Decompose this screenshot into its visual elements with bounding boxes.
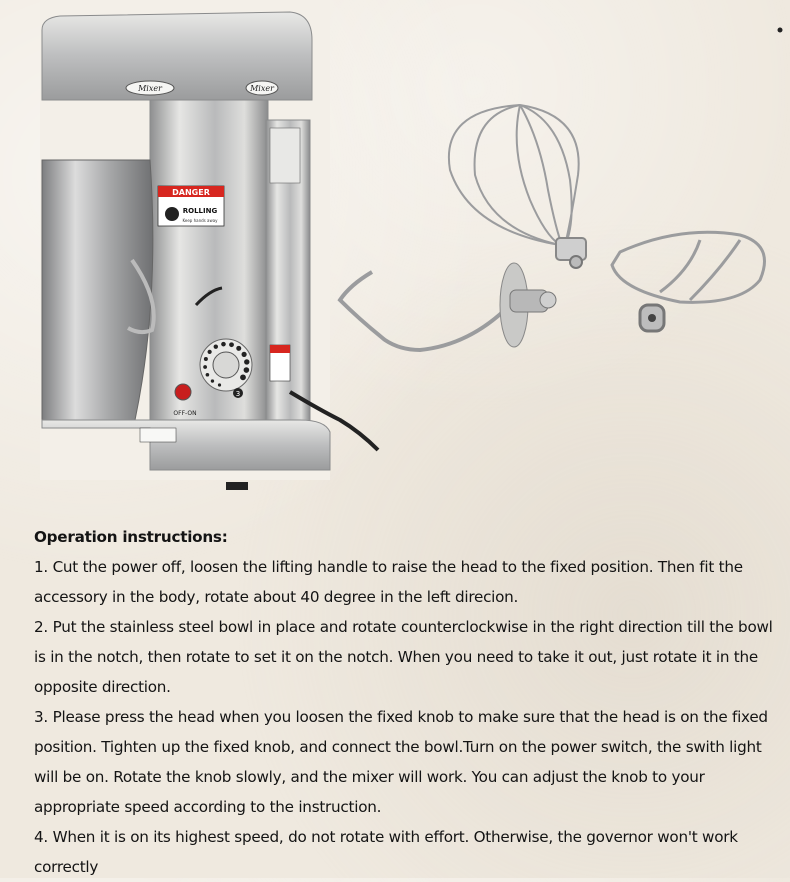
instruction-step: 3. Please press the head when you loosen the fixed knob to make sure that the head is on the fixed position. Tighten up the fixed knob, and connect the bowl.Turn on the power switch, the swith light will be on. Rotate the knob slowly, and the mixer will work. You can adjust the knob to your appropriate speed according to the instruction. [34, 708, 768, 816]
dial-dot [240, 374, 246, 380]
dial-dot [236, 346, 241, 351]
dial-dot [221, 342, 226, 347]
dial-dot [242, 352, 247, 357]
flat-beater-icon [612, 232, 765, 331]
svg-text:ROLLING: ROLLING [182, 207, 218, 215]
svg-text:3: 3 [235, 390, 241, 398]
dial-dot [229, 342, 234, 347]
instruction-step: 1. Cut the power off, loosen the lifting handle to raise the head to the fixed position. Then fit the accessory in the body, rotate about 40 degree in the left direcion. [34, 558, 743, 606]
dial-dot [206, 373, 210, 377]
whisk-icon [449, 105, 586, 268]
svg-text:Mixer: Mixer [138, 84, 162, 93]
dial-dot [244, 367, 250, 373]
power-switch [175, 384, 191, 400]
dial-dot [211, 379, 214, 382]
dial-dot [214, 344, 218, 348]
svg-text:Keep hands away: Keep hands away [182, 218, 218, 223]
dial-dot [218, 383, 221, 386]
instruction-step: 2. Put the stainless steel bowl in place and rotate counterclockwise in the right direction till the bowl is in the notch, then rotate to set it on the notch. When you need to take it out, just rotate it in the opposite direction. [34, 618, 773, 696]
dial-dot [244, 359, 249, 364]
instruction-step: 4. When it is on its highest speed, do not rotate with effort. Otherwise, the governor won't work correctly [34, 828, 738, 876]
dial-dot [208, 350, 212, 354]
instructions-section [34, 522, 786, 882]
danger-label [158, 186, 224, 226]
dial-dot [204, 357, 208, 361]
dial-dot [203, 365, 207, 369]
mixer-illustration [40, 0, 378, 490]
svg-text:OFF-ON: OFF-ON [173, 410, 197, 417]
dough-hook-icon [340, 263, 556, 350]
instructions-heading: Operation instructions: [34, 528, 228, 546]
svg-text:DANGER: DANGER [172, 188, 210, 197]
svg-text:Mixer: Mixer [250, 84, 274, 93]
